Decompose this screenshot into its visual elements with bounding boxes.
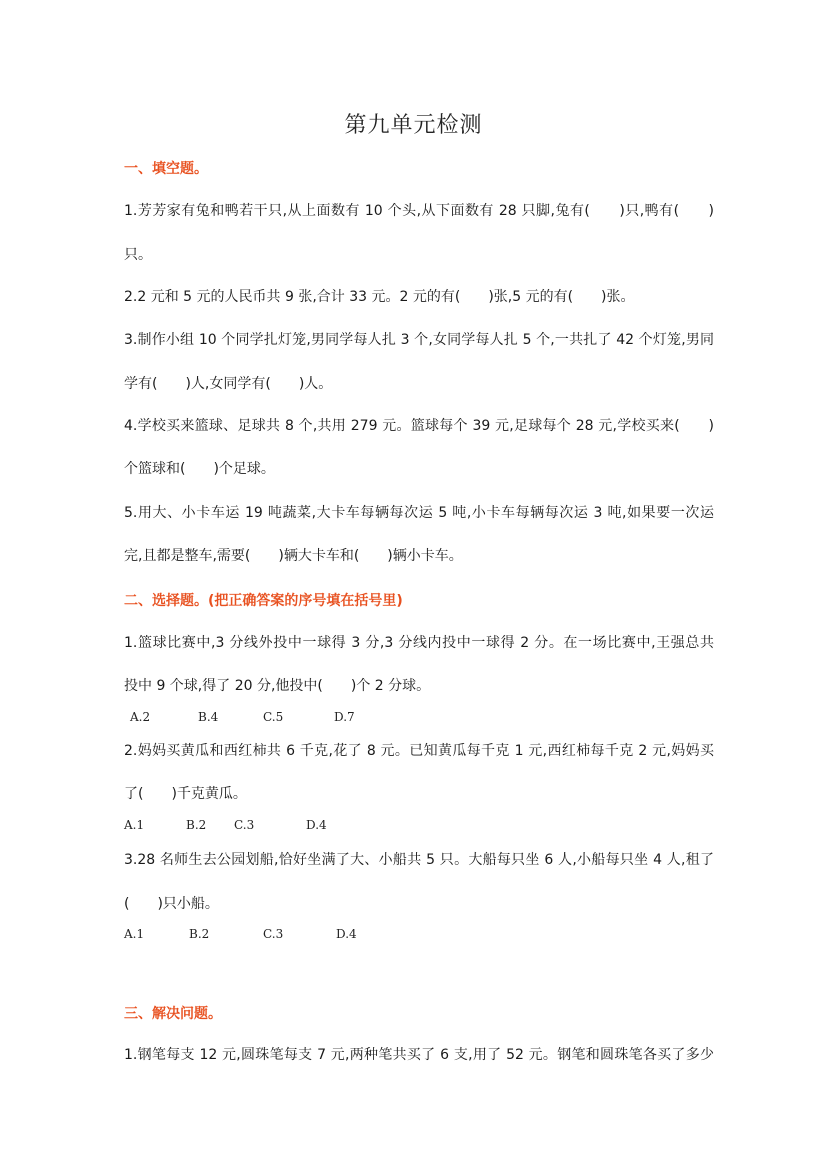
section-fill-blank-heading: 一、填空题。	[124, 161, 208, 177]
option-a: A.1	[124, 818, 145, 832]
section-problem-solving-heading: 三、解决问题。	[124, 1006, 222, 1022]
option-a: A.2	[130, 710, 151, 724]
s1-q1-line2: 只。	[124, 247, 152, 263]
s2-q3-line1: 3.28 名师生去公园划船,恰好坐满了大、小船共 5 只。大船每只坐 6 人,小船每只坐 4 人,租了	[124, 852, 714, 868]
option-b: B.4	[198, 710, 219, 724]
s1-q4-line1: 4.学校买来篮球、足球共 8 个,共用 279 元。篮球每个 39 元,足球每个 28 元,学校买来( )	[124, 418, 714, 434]
page-title: 第九单元检测	[344, 113, 483, 138]
s2-q2-line2: 了( )千克黄瓜。	[124, 786, 247, 802]
option-c: C.5	[263, 710, 284, 724]
option-a: A.1	[124, 927, 145, 941]
s1-q4-line2: 个篮球和( )个足球。	[124, 461, 275, 477]
option-c: C.3	[234, 818, 255, 832]
s1-q3-line1: 3.制作小组 10 个同学扎灯笼,男同学每人扎 3 个,女同学每人扎 5 个,一共扎了 42 个灯笼,男同	[124, 332, 714, 348]
option-d: D.7	[334, 710, 355, 724]
option-d: D.4	[336, 927, 357, 941]
s1-q5-line1: 5.用大、小卡车运 19 吨蔬菜,大卡车每辆每次运 5 吨,小卡车每辆每次运 3 吨,如果要一次运	[124, 505, 714, 521]
option-b: B.2	[186, 818, 207, 832]
s2-q1-line1: 1.篮球比赛中,3 分线外投中一球得 3 分,3 分线内投中一球得 2 分。在一场比赛中,王强总共	[124, 635, 714, 651]
option-c: C.3	[263, 927, 284, 941]
s2-q3-line2: ( )只小船。	[124, 896, 219, 912]
option-b: B.2	[189, 927, 210, 941]
section-multiple-choice-heading: 二、选择题。(把正确答案的序号填在括号里)	[124, 593, 403, 609]
option-d: D.4	[306, 818, 327, 832]
s1-q2-line1: 2.2 元和 5 元的人民币共 9 张,合计 33 元。2 元的有( )张,5 元的有( )张。	[124, 289, 635, 305]
s1-q3-line2: 学有( )人,女同学有( )人。	[124, 376, 333, 392]
s2-q2-line1: 2.妈妈买黄瓜和西红柿共 6 千克,花了 8 元。已知黄瓜每千克 1 元,西红柿每千克 2 元,妈妈买	[124, 743, 714, 759]
s1-q5-line2: 完,且都是整车,需要( )辆大卡车和( )辆小卡车。	[124, 548, 463, 564]
s2-q1-line2: 投中 9 个球,得了 20 分,他投中( )个 2 分球。	[124, 678, 431, 694]
s1-q1-line1: 1.芳芳家有兔和鸭若干只,从上面数有 10 个头,从下面数有 28 只脚,兔有( )只,鸭有( )	[124, 203, 714, 219]
s3-q1-line1: 1.钢笔每支 12 元,圆珠笔每支 7 元,两种笔共买了 6 支,用了 52 元。钢笔和圆珠笔各买了多少	[124, 1047, 714, 1063]
